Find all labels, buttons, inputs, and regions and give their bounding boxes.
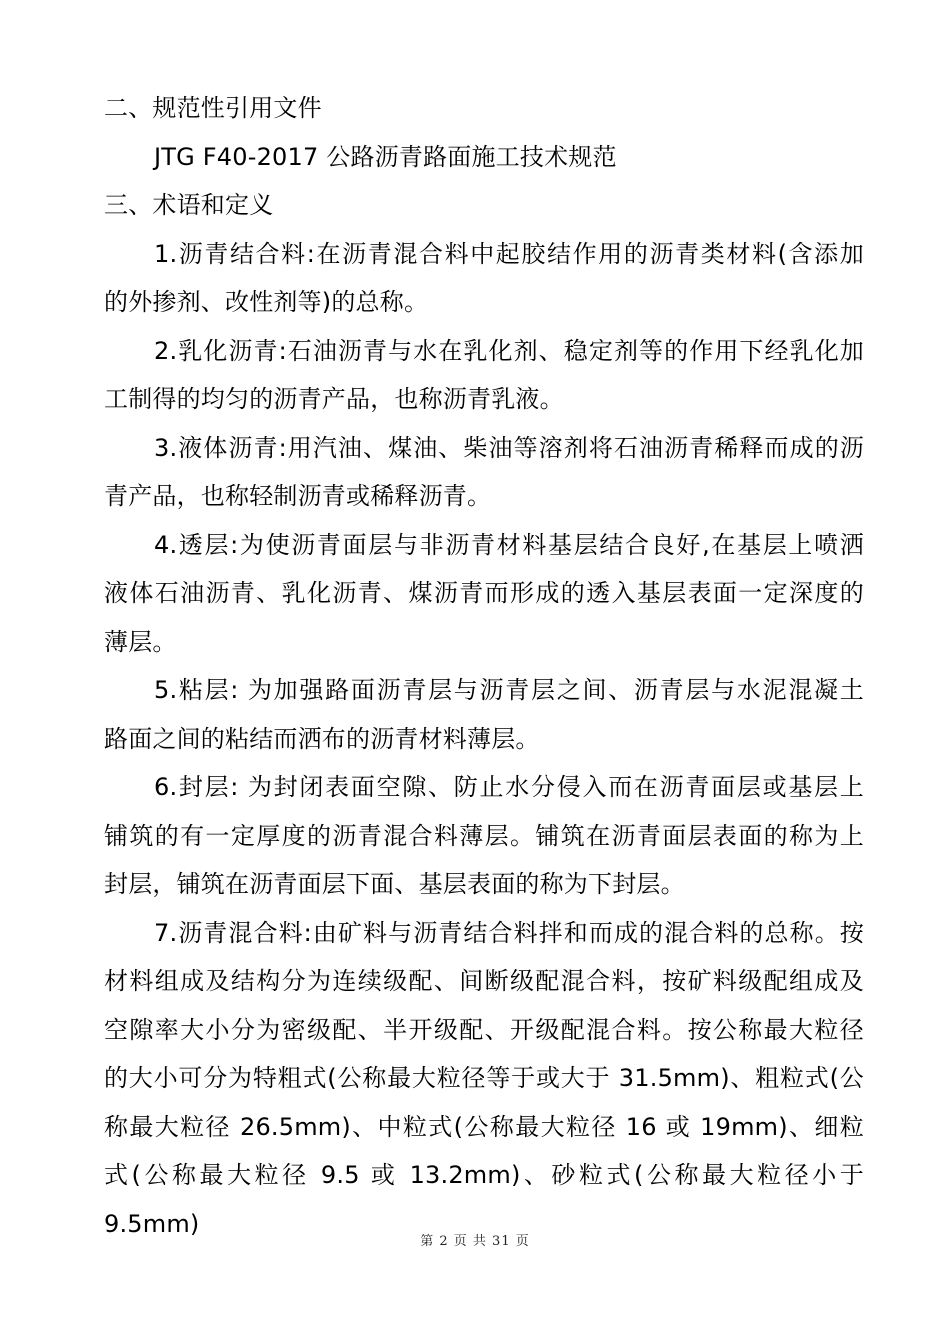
page-number-footer: 第 2 页 共 31 页: [420, 1234, 530, 1249]
reference-standard: JTG F40-2017 公路沥青路面施工技术规范: [154, 142, 617, 171]
definition-7-line-2: 材料组成及结构分为连续级配、间断级配混合料，按矿料级配组成及: [104, 967, 864, 995]
definition-1-line-1: 1.沥青结合料:在沥青混合料中起胶结作用的沥青类材料(含添加: [154, 239, 864, 268]
definition-2-line-2: 工制得的均匀的沥青产品，也称沥青乳液。: [104, 385, 564, 413]
definition-7-line-6: 式(公称最大粒径 9.5 或 13.2mm)、砂粒式(公称最大粒径小于 9.5mm): [104, 1161, 864, 1238]
document-body: [104, 84, 864, 1238]
definition-7-line-1: 7.沥青混合料:由矿料与沥青结合料拌和而成的混合料的总称。按: [154, 918, 864, 947]
definition-7-line-3: 空隙率大小分为密级配、半开级配、开级配混合料。按公称最大粒径: [104, 1015, 864, 1044]
section-heading-terms: 三、术语和定义: [104, 191, 274, 219]
definition-4-line-1: 4.透层:为使沥青面层与非沥青材料基层结合良好,在基层上喷洒: [154, 530, 864, 559]
definition-1-line-2: 的外掺剂、改性剂等)的总称。: [104, 288, 429, 316]
definition-7-line-4: 的大小可分为特粗式(公称最大粒径等于或大于 31.5mm)、粗粒式(公: [104, 1064, 864, 1092]
definition-6-line-2: 铺筑的有一定厚度的沥青混合料薄层。铺筑在沥青面层表面的称为上: [104, 821, 864, 850]
definition-5-line-2: 路面之间的粘结而洒布的沥青材料薄层。: [104, 724, 540, 753]
definition-7-line-5: 称最大粒径 26.5mm)、中粒式(公称最大粒径 16 或 19mm)、细粒: [104, 1112, 864, 1141]
definition-6-line-1: 6.封层: 为封闭表面空隙、防止水分侵入而在沥青面层或基层上: [154, 773, 864, 801]
definition-3-line-2: 青产品，也称轻制沥青或稀释沥青。: [104, 482, 492, 510]
definition-4-line-3: 薄层。: [104, 627, 177, 656]
definition-4-line-2: 液体石油沥青、乳化沥青、煤沥青而形成的透入基层表面一定深度的: [104, 579, 864, 607]
section-heading-references: 二、规范性引用文件: [104, 94, 322, 122]
definition-3-line-1: 3.液体沥青:用汽油、煤油、柴油等溶剂将石油沥青稀释而成的沥: [154, 433, 864, 462]
definition-6-line-3: 封层，铺筑在沥青面层下面、基层表面的称为下封层。: [104, 870, 685, 898]
definition-2-line-1: 2.乳化沥青:石油沥青与水在乳化剂、稳定剂等的作用下经乳化加: [154, 336, 864, 365]
definition-5-line-1: 5.粘层: 为加强路面沥青层与沥青层之间、沥青层与水泥混凝土: [154, 676, 864, 704]
